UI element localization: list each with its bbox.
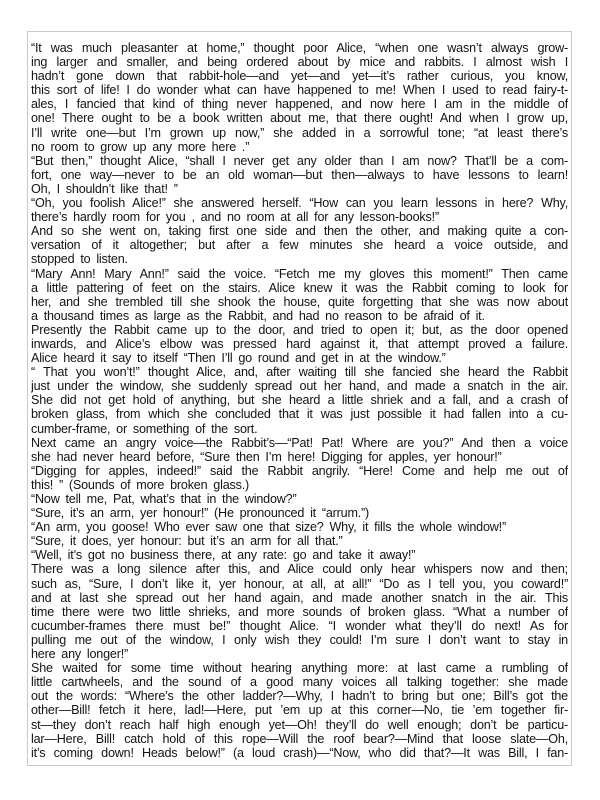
text-line: stopped to listen.	[31, 252, 128, 267]
text-line: I’ll write one—but I’m grown up now,” she added in a sorrowful tone; “at least there’s	[31, 125, 568, 140]
text-line: “Oh, you foolish Alice!” she answered herself. “How can you learn lessons in here? Why,	[31, 196, 568, 211]
text-line: lar—Here, Bill! catch hold of this rope—Will the roof bear?—Mind that loose slate—Oh,	[31, 731, 568, 746]
text-line: “But then,” thought Alice, “shall I never get any older than I am now? That’ll be a com-	[31, 153, 568, 168]
text-column	[31, 41, 568, 760]
text-line: such as, “Sure, I don’t like it, yer honour, at all, at all!” “Do as I tell you, you coward!”	[31, 576, 568, 591]
text-line: other—Bill! fetch it here, lad!—Here, put ’em up at this corner—No, tie ’em together fir-	[31, 703, 568, 718]
text-line: hadn’t gone down that rabbit-hole—and yet—and yet—it’s rather curious, you know,	[31, 69, 568, 84]
text-line: “Sure, it’s an arm, yer honour!” (He pronounced it “arrum.”)	[31, 506, 370, 521]
text-line: There was a long silence after this, and Alice could only hear whispers now and then;	[31, 562, 568, 577]
text-line: Next came an angry voice—the Rabbit’s—“Pat! Pat! Where are you?” And then a voice	[31, 435, 568, 450]
text-line: pulling me out of the window, I only wish they could! I’m sure I don’t want to stay in	[31, 632, 568, 647]
text-line: just under the window, she suddenly spread out her hand, and made a snatch in the air.	[31, 379, 568, 394]
text-line: she had never heard before, “Sure then I’m here! Digging for apples, yer honour!”	[31, 449, 502, 464]
text-line: cumber-frame, or something of the sort.	[31, 421, 258, 436]
text-line: no room to grow up any more here .”	[31, 139, 250, 154]
text-line: “Well, it’s got no business there, at any rate: go and take it away!”	[31, 548, 416, 563]
text-line: and at last she spread out her hand again, and made another snatch in the air. This	[31, 590, 568, 605]
text-line: time there were two little shrieks, and more sounds of broken glass. “What a number of	[31, 604, 568, 619]
text-line: “Mary Ann! Mary Ann!” said the voice. “Fetch me my gloves this moment!” Then came	[31, 266, 568, 281]
reader-page[interactable]	[27, 31, 572, 766]
text-line: versation of it altogether; but after a few minutes she heard a voice outside, and	[31, 238, 568, 253]
text-line: “Digging for apples, indeed!” said the Rabbit angrily. “Here! Come and help me out of	[31, 463, 568, 478]
text-line: Alice heard it say to itself “Then I’ll go round and get in at the window.”	[31, 351, 446, 366]
text-line: it’s coming down! Heads below!” (a loud crash)—“Now, who did that?—It was Bill, I fan-	[31, 745, 568, 760]
text-line: “ That you won’t!” thought Alice, and, after waiting till she fancied she heard the Rabbit	[31, 365, 568, 380]
text-line: here any longer!”	[31, 647, 129, 662]
text-line: inwards, and Alice’s elbow was pressed hard against it, that attempt proved a failure.	[31, 336, 568, 351]
text-line: ing larger and smaller, and being ordered about by mice and rabbits. I almost wish I	[31, 55, 568, 70]
text-line: this! ” (Sounds of more broken glass.)	[31, 477, 249, 492]
text-line: st—they don’t reach half high enough yet—Oh! they’ll do well enough; don’t be particu-	[31, 717, 568, 732]
text-line: cucumber-frames there must be!” thought Alice. “I wonder what they’ll do next! As for	[31, 618, 568, 633]
text-line: “Now tell me, Pat, what’s that in the window?”	[31, 492, 297, 506]
text-line: fort, one way—never to be an old woman—but then—always to have lessons to learn!	[31, 167, 568, 182]
text-line: little cartwheels, and the sound of a good many voices all talking together: she made	[31, 675, 568, 690]
text-line: Presently the Rabbit came up to the door, and tried to open it; but, as the door opened	[31, 322, 568, 337]
text-line: Oh, I shouldn’t like that! ”	[31, 181, 178, 196]
text-line: broken glass, from which she concluded that it was just possible it had fallen into a cu-	[31, 407, 568, 422]
text-line: out the words: “Where’s the other ladder?—Why, I hadn’t to bring but one; Bill’s got the	[31, 689, 568, 704]
text-line: one! There ought to be a book written about me, that there ought! And when I grow up,	[31, 111, 568, 126]
text-line: a thousand times as large as the Rabbit, and had no reason to be afraid of it.	[31, 308, 485, 323]
text-line: ales, I fancied that kind of thing never happened, and now here I am in the middle of	[31, 97, 568, 112]
text-line: this sort of life! I do wonder what can have happened to me! When I used to read fairy-t-	[31, 83, 568, 98]
text-line: She waited for some time without hearing anything more: at last came a rumbling of	[31, 661, 568, 676]
text-line: “It was much pleasanter at home,” thought poor Alice, “when one wasn’t always grow-	[31, 41, 568, 55]
text-line: “Sure, it does, yer honour: but it’s an arm for all that.”	[31, 534, 343, 549]
text-line: And so she went on, taking first one side and then the other, and making quite a con-	[31, 224, 568, 239]
text-line: She did not get hold of anything, but she heard a little shriek and a fall, and a crash of	[31, 393, 568, 408]
text-line: “An arm, you goose! Who ever saw one that size? Why, it fills the whole window!”	[31, 520, 506, 535]
text-line: a little pattering of feet on the stairs. Alice knew it was the Rabbit coming to look for	[31, 280, 568, 295]
text-line: her, and she trembled till she shook the house, quite forgetting that she was now about	[31, 294, 568, 309]
text-line: there’s hardly room for you , and no room at all for any lesson-books!”	[31, 210, 439, 225]
